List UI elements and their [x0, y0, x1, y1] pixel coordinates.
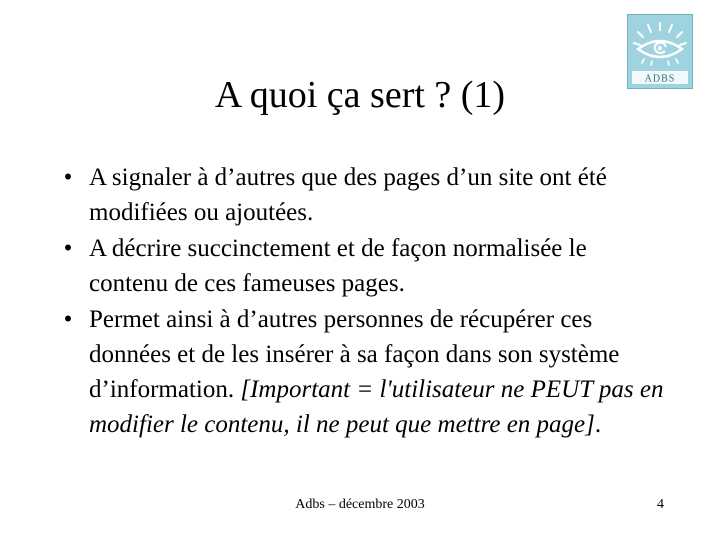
bullet-note: [Important = l'utilisateur ne PEUT pas en modifier le contenu, il ne peut que mettre en page] — [89, 376, 664, 438]
logo-text: ADBS — [644, 73, 676, 85]
footer-text: Adbs – décembre 2003 — [295, 497, 425, 512]
slide-title: A quoi ça sert ? (1) — [214, 74, 506, 116]
bullet-item — [58, 231, 668, 301]
bullet-text: Permet ainsi à d’autres personnes de récupérer ces données et de les insérer à sa façon dans son système d’information. — [89, 306, 620, 403]
page-number: 4 — [657, 497, 664, 512]
bullet-item — [58, 302, 668, 442]
bullet-list — [58, 160, 668, 443]
bullet-marker: • — [63, 164, 73, 191]
bullet-text: A signaler à d’autres que des pages d’un site ont été modifiées ou ajoutées. — [89, 164, 607, 226]
bullet-end-punctuation: . — [594, 411, 602, 438]
bullet-item — [58, 160, 668, 230]
bullet-marker: • — [63, 306, 73, 333]
bullet-text: A décrire succinctement et de façon normalisée le contenu de ces fameuses pages. — [89, 235, 587, 297]
bullet-marker: • — [63, 235, 73, 262]
